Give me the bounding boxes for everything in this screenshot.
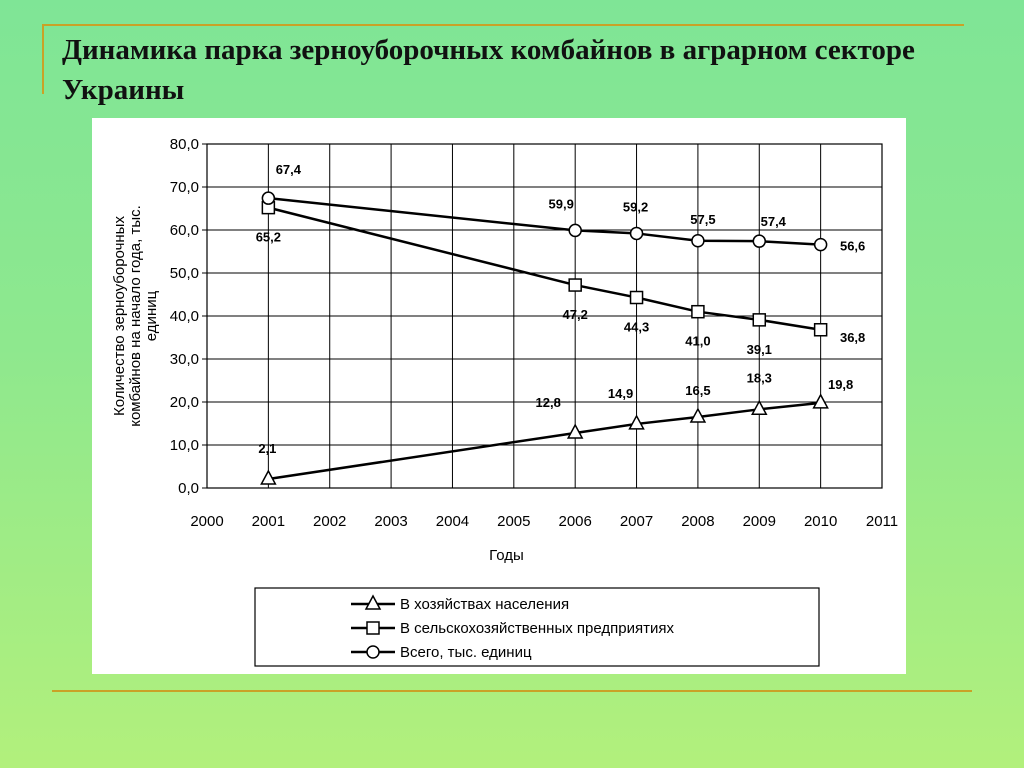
x-tick-label: 2004 (435, 513, 470, 530)
data-label: 47,2 (562, 307, 588, 323)
y-tick-label: 10,0 (169, 437, 199, 454)
y-tick-label: 60,0 (169, 222, 199, 239)
series-line-3 (268, 198, 820, 244)
series-line-1 (268, 403, 820, 479)
y-axis-label-line: единиц (143, 290, 160, 342)
y-tick-label: 40,0 (169, 308, 199, 325)
y-tick-label: 30,0 (169, 351, 199, 368)
y-tick-label: 20,0 (169, 394, 199, 411)
x-tick-label: 2010 (803, 513, 838, 530)
slide-title: Динамика парка зерноуборочных комбайнов в аграрном секторе Украины (62, 34, 915, 106)
data-point (814, 395, 828, 408)
data-label: 65,2 (255, 229, 282, 245)
data-label: 57,4 (760, 214, 786, 230)
data-label: 14,9 (607, 385, 634, 401)
data-label: 39,1 (746, 341, 772, 357)
x-tick-label: 2006 (558, 513, 592, 530)
data-label: 44,3 (623, 319, 650, 335)
data-point (692, 306, 704, 318)
x-tick-label: 2000 (190, 513, 224, 530)
legend-entry: В сельскохозяйственных предприятиях (400, 620, 674, 637)
data-label: 41,0 (685, 333, 711, 349)
data-point (262, 192, 274, 204)
y-axis-label (111, 205, 160, 427)
x-tick-label: 2009 (742, 513, 776, 530)
data-point (753, 235, 765, 247)
y-tick-label: 50,0 (169, 265, 199, 282)
line-chart (92, 118, 906, 674)
legend-marker (367, 646, 379, 658)
x-axis-label: Годы (489, 547, 524, 564)
data-label: 2,1 (258, 440, 277, 456)
data-point (753, 314, 765, 326)
data-label: 12,8 (535, 394, 561, 410)
data-label: 36,8 (839, 329, 866, 345)
legend-marker (367, 622, 379, 634)
data-label: 57,5 (690, 211, 716, 227)
x-tick-label: 2005 (497, 513, 531, 530)
y-tick-label: 0,0 (178, 480, 199, 497)
data-point (569, 224, 581, 236)
data-label: 59,2 (622, 199, 649, 215)
y-tick-label: 70,0 (169, 179, 199, 196)
data-label: 19,8 (827, 376, 854, 392)
y-axis-label-line: комбайнов на начало года, тыс. (127, 205, 144, 427)
y-axis-label-line: Количество зерноуборочных (111, 216, 128, 416)
x-tick-label: 2001 (251, 513, 286, 530)
chart-panel (92, 118, 906, 674)
legend-entry: Всего, тыс. единиц (400, 644, 532, 661)
data-point (815, 239, 827, 251)
data-point (692, 235, 704, 247)
x-tick-label: 2008 (681, 513, 715, 530)
data-point (631, 292, 643, 304)
data-label: 67,4 (275, 162, 302, 178)
x-tick-label: 2003 (374, 513, 408, 530)
data-label: 59,9 (548, 196, 574, 212)
data-point (569, 279, 581, 291)
top-decor-line (42, 24, 964, 26)
left-decor-line (42, 24, 44, 94)
x-tick-label: 2007 (619, 513, 654, 530)
bottom-decor-line (52, 690, 972, 692)
data-label: 16,5 (685, 383, 711, 399)
legend-entry: В хозяйствах населения (400, 596, 570, 613)
x-tick-label: 2011 (865, 513, 899, 530)
y-tick-label: 80,0 (169, 136, 199, 153)
data-point (815, 324, 827, 336)
data-label: 18,3 (746, 370, 772, 386)
data-label: 56,6 (839, 238, 866, 254)
x-tick-label: 2002 (313, 513, 347, 530)
data-point (631, 227, 643, 239)
